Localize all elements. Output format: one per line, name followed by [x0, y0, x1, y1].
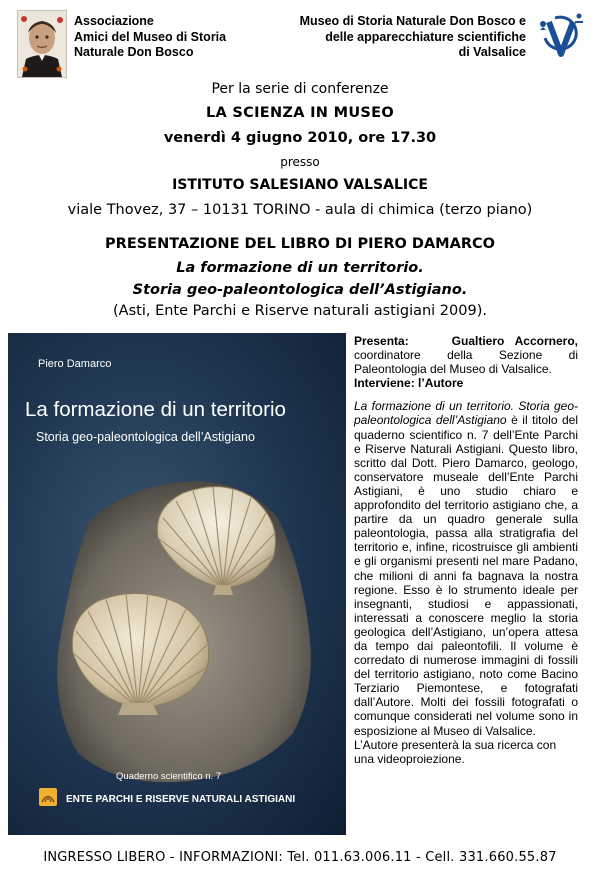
- event-date: venerdì 4 giugno 2010, ore 17.30: [163, 130, 437, 146]
- venue-address: viale Thovez, 37 – 10131 TORINO - aula di chimica (terzo piano): [67, 202, 533, 218]
- presenter-label: Presenta:: [354, 334, 409, 348]
- presenter-role: coordinatore della Sezione di Paleontologia del Museo di Valsalice.: [354, 348, 578, 377]
- cover-publisher: ENTE PARCHI E RISERVE NATURALI ASTIGIANI: [66, 794, 296, 805]
- cover-subtitle: Storia geo-paleontologica dell’Astigiano: [36, 430, 255, 444]
- presentation-details: [354, 334, 578, 766]
- series-intro: Per la serie di conferenze: [211, 81, 389, 97]
- museum-line: delle apparecchiature scientifiche: [325, 29, 526, 44]
- footer-info: INGRESSO LIBERO - INFORMAZIONI: Tel. 011.63.006.11 - Cell. 331.660.55.87: [43, 850, 557, 865]
- description-title: La formazione di un territorio. Storia geo-paleontologica dell’Astigiano: [354, 399, 578, 428]
- association-line: Associazione: [74, 14, 154, 28]
- presso-label: presso: [280, 155, 320, 169]
- museum-name: [270, 14, 526, 61]
- museum-line: Museo di Storia Naturale Don Bosco e: [299, 14, 526, 28]
- presenter-name: Gualtiero Accornero,: [451, 334, 578, 348]
- book-publisher: (Asti, Ente Parchi e Riserve naturali astigiani 2009).: [113, 303, 487, 319]
- presentation-heading: PRESENTAZIONE DEL LIBRO DI PIERO DAMARCO: [105, 236, 495, 252]
- book-cover: [8, 333, 346, 835]
- venue-name: ISTITUTO SALESIANO VALSALICE: [172, 177, 428, 193]
- don-bosco-portrait: [17, 10, 67, 78]
- cover-series: Quaderno scientifico n. 7: [116, 771, 222, 782]
- series-name: LA SCIENZA IN MUSEO: [206, 105, 394, 121]
- association-line: Naturale Don Bosco: [74, 45, 194, 59]
- association-line: Amici del Museo di Storia: [74, 29, 227, 44]
- cover-author: Piero Damarco: [38, 358, 112, 370]
- book-title-line2: Storia geo-paleontologica dell’Astigiano.: [132, 282, 468, 298]
- book-description: [354, 399, 578, 737]
- ente-parchi-icon: [39, 788, 57, 806]
- museum-logo: [533, 8, 589, 64]
- closing-note: L’Autore presenterà la sua ricerca con una videoproiezione.: [354, 737, 557, 766]
- speaker-line: [354, 376, 578, 390]
- cover-title: La formazione di un territorio: [25, 398, 286, 421]
- presenter-line: [354, 334, 578, 376]
- description-body: è il titolo del quaderno scientifico n. 7 dell’Ente Parchi e Riserve Naturali Astigiani. Questo libro, scritto dal Dott. Piero Damarco, geologo, conservatore museale dell’Ente Parchi Astigiani, è uno studio chiaro e approfondito del territorio astigiano che, a partire da un quadro generale sulla paleontologia, passa alla stratigrafia del territorio e, infine, ricostruisce gli ambienti e gli organismi presenti nel mare Padano, che milioni di anni fa bagnava la nostra regione. Esso è lo strumento ideale per insegnanti, studiosi e appassionati, interessati a conoscere meglio la storia geologica dell’Astigiano, un’opera attesa da tempo dai paleontofili. Il volume è corredato di numerose immagini di fossili del territorio astigiano, noto come Bacino Terziario Piemontese, e fotografati dall’Autore. Molti dei fossili fotografati o comunque considerati nel volume sono in esposizione al Museo di Valsalice.: [354, 413, 579, 738]
- museum-line: di Valsalice: [458, 45, 526, 59]
- book-title-line1: La formazione di un territorio.: [176, 260, 424, 276]
- speaker-label: Interviene: l’Autore: [354, 376, 464, 391]
- association-name: [74, 14, 274, 61]
